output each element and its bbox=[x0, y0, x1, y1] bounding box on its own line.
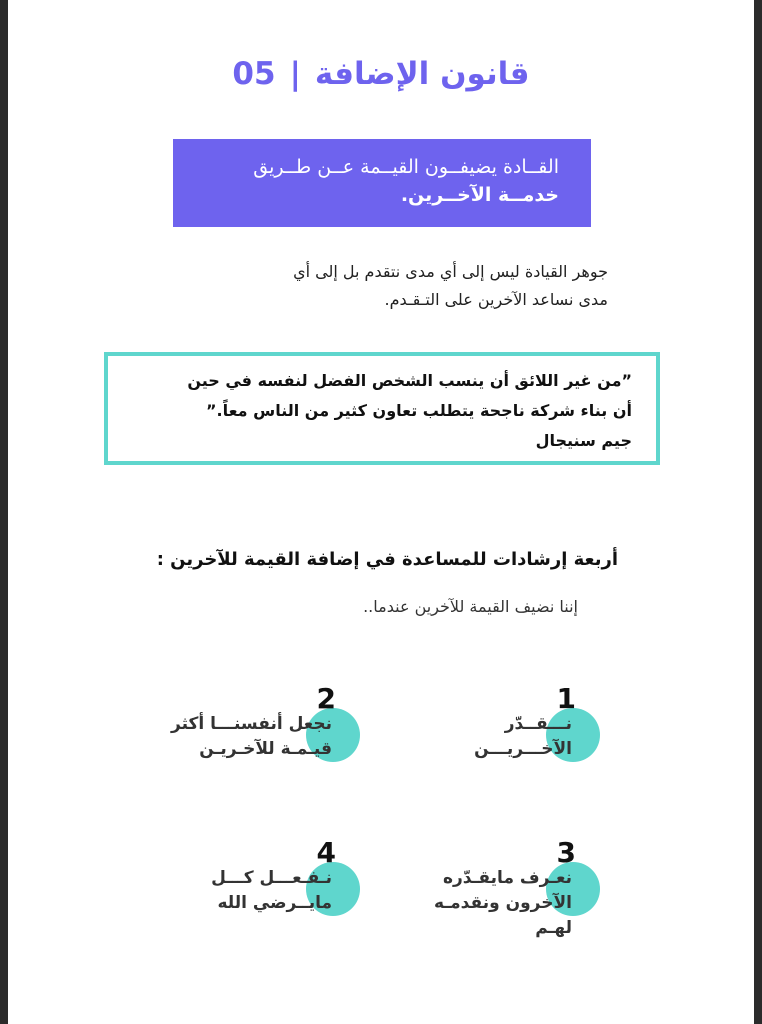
page-title bbox=[8, 56, 754, 92]
guideline-number: 2 bbox=[316, 682, 336, 715]
guideline-item-3 bbox=[398, 836, 598, 946]
guideline-text bbox=[382, 712, 572, 762]
banner-line-2: خدمــة الآخــرين. bbox=[400, 184, 559, 206]
guideline-line: نجعل أنفسنـــا أكثر bbox=[171, 714, 332, 734]
title-number: 05 bbox=[232, 56, 276, 92]
guideline-number: 3 bbox=[556, 836, 576, 869]
guideline-line: نـفـعـــل كـــل bbox=[211, 868, 332, 888]
document-page bbox=[8, 0, 754, 1024]
guidelines-intro: إننا نضيف القيمة للآخرين عندما.. bbox=[363, 597, 578, 616]
guideline-line: الآخـــريـــن bbox=[474, 739, 572, 759]
guideline-text bbox=[382, 866, 572, 941]
guideline-line: قيـمـة للآخـريـن bbox=[199, 739, 332, 759]
quote-author: جيم سنيجال bbox=[535, 431, 632, 450]
guideline-item-2 bbox=[158, 682, 358, 792]
guideline-line: لهـم bbox=[535, 918, 572, 938]
guideline-number: 1 bbox=[556, 682, 576, 715]
guideline-item-4 bbox=[158, 836, 358, 946]
guideline-number: 4 bbox=[316, 836, 336, 869]
law-banner bbox=[173, 139, 591, 227]
quote-box bbox=[104, 352, 660, 465]
essence-line-2: مدى نساعد الآخرين على التـقـدم. bbox=[384, 290, 608, 309]
guideline-line: نـــقــدّر bbox=[504, 714, 572, 734]
quote-line-1: ”من غير اللائق أن ينسب الشخص الفضل لنفسه في حين bbox=[187, 371, 632, 390]
essence-line-1: جوهر القيادة ليس إلى أي مدى نتقدم بل إلى أي bbox=[293, 262, 608, 281]
guidelines-heading: أربعة إرشادات للمساعدة في إضافة القيمة للآخرين : bbox=[156, 549, 618, 570]
banner-line-1: القــادة يضيفــون القيــمة عــن طــريق bbox=[253, 156, 559, 178]
title-separator: | bbox=[289, 56, 301, 92]
guideline-item-1 bbox=[398, 682, 598, 792]
guideline-line: نعـرف مايقـدّره bbox=[442, 868, 572, 888]
guideline-line: الآخرون ونقدمـه bbox=[434, 893, 572, 913]
quote-line-2: أن بناء شركة ناجحة يتطلب تعاون كثير من الناس معاً.” bbox=[206, 401, 632, 420]
guideline-text bbox=[142, 866, 332, 916]
guideline-line: مايــرضي الله bbox=[217, 893, 332, 913]
guideline-text bbox=[142, 712, 332, 762]
essence-paragraph bbox=[158, 258, 608, 314]
title-text: قانون الإضافة bbox=[314, 56, 530, 92]
